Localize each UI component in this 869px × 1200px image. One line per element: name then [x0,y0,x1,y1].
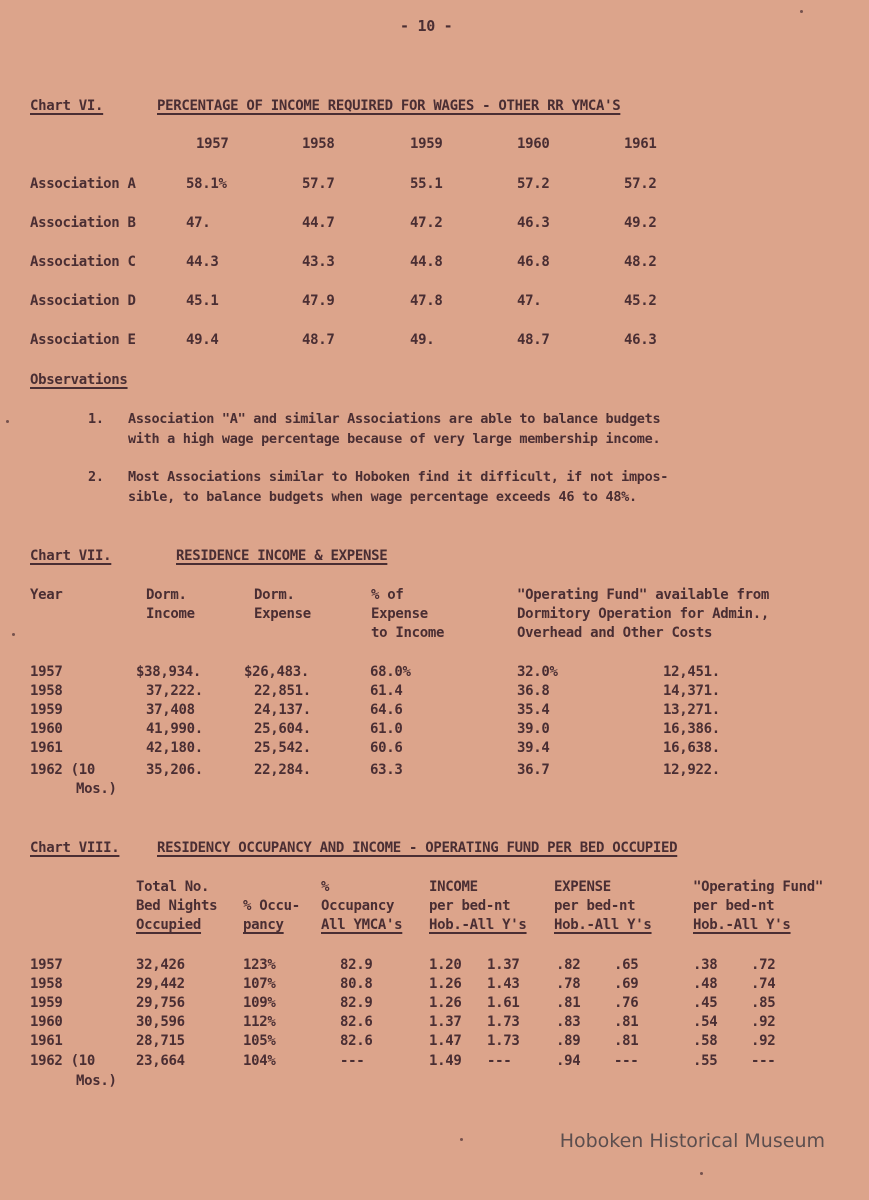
cell: --- [751,1053,776,1069]
page-number: - 10 - [400,17,453,35]
cell: 14,371. [663,683,720,699]
cell: 80.8 [340,976,373,992]
cell: 30,596 [136,1014,185,1030]
cell: 1.37 [487,957,520,973]
cell: 25,604. [254,721,311,737]
chart7-title: RESIDENCE INCOME & EXPENSE [176,548,388,564]
cell: .92 [751,1014,776,1030]
cell: 46.3 [517,215,550,231]
cell: 49.2 [624,215,657,231]
chart6-title: PERCENTAGE OF INCOME REQUIRED FOR WAGES - OTHER RR YMCA'S [157,98,621,114]
cell: 57.7 [302,176,335,192]
year: 1962 (10 [30,762,96,778]
chart6-year: 1960 [517,136,550,152]
paper-speck [6,420,9,423]
cell: 47.2 [410,215,443,231]
watermark: Hoboken Historical Museum [559,1130,825,1152]
chart7-header-fund: Overhead and Other Costs [517,625,713,641]
cell: 1.20 [429,957,462,973]
cell: 63.3 [370,762,403,778]
cell: 1.73 [487,1014,520,1030]
cell: .89 [556,1033,581,1049]
cell: .85 [751,995,776,1011]
cell: .81 [614,1014,639,1030]
cell: .92 [751,1033,776,1049]
cell: 37,222. [146,683,203,699]
cell: 36.7 [517,762,550,778]
chart7-header-fund: Dormitory Operation for Admin., [517,606,769,622]
chart7-label: Chart VII. [30,548,112,564]
cell: 47. [186,215,211,231]
paper-speck [800,10,803,13]
cell: 112% [243,1014,276,1030]
cell: 48.7 [302,332,335,348]
cell: 48.2 [624,254,657,270]
cell: 61.0 [370,721,403,737]
chart6-label: Chart VI. [30,98,104,114]
cell: 109% [243,995,276,1011]
year: 1957 [30,957,63,973]
cell: 1.73 [487,1033,520,1049]
cell: .45 [693,995,718,1011]
observation-line: Association "A" and similar Associations are able to balance budgets [128,411,661,427]
chart7-header-fund: "Operating Fund" available from [517,587,769,603]
cell: 42,180. [146,740,203,756]
cell: 35.4 [517,702,550,718]
chart7-header-pct: to Income [371,625,445,641]
cell: 47.9 [302,293,335,309]
cell: 1.61 [487,995,520,1011]
year-note: Mos.) [76,781,117,797]
chart6-year: 1958 [302,136,335,152]
chart8-header-expense: per bed-nt [554,898,636,914]
cell: .81 [614,1033,639,1049]
cell: 46.3 [624,332,657,348]
chart7-header-year: Year [30,587,63,603]
cell: 36.8 [517,683,550,699]
cell: 1.37 [429,1014,462,1030]
chart8-header-expense: Hob.-All Y's [554,917,652,933]
cell: .54 [693,1014,718,1030]
cell: $26,483. [244,664,310,680]
chart8-header-total: Bed Nights [136,898,218,914]
cell: --- [614,1053,639,1069]
observation-line: sible, to balance budgets when wage percentage exceeds 46 to 48%. [128,489,637,505]
chart8-title: RESIDENCY OCCUPANCY AND INCOME - OPERATING FUND PER BED OCCUPIED [157,840,678,856]
cell: .72 [751,957,776,973]
cell: 48.7 [517,332,550,348]
chart8-header-expense: EXPENSE [554,879,611,895]
paper-speck [12,633,15,636]
chart7-header-pct: % of [371,587,404,603]
cell: 107% [243,976,276,992]
cell: 39.4 [517,740,550,756]
cell: 43.3 [302,254,335,270]
cell: 1.49 [429,1053,462,1069]
cell: .55 [693,1053,718,1069]
year: 1958 [30,683,63,699]
paper-speck [460,1138,463,1141]
observation-line: with a high wage percentage because of very large membership income. [128,431,661,447]
cell: 49. [410,332,435,348]
cell: 82.6 [340,1014,373,1030]
observation-number: 2. [88,469,104,485]
chart8-header-fund: per bed-nt [693,898,775,914]
chart8-header-income: Hob.-All Y's [429,917,527,933]
cell: --- [487,1053,512,1069]
cell: .74 [751,976,776,992]
association-name: Association B [30,215,136,231]
observation-number: 1. [88,411,104,427]
cell: .81 [556,995,581,1011]
year: 1959 [30,995,63,1011]
cell: 37,408 [146,702,195,718]
cell: 1.43 [487,976,520,992]
cell: 82.9 [340,995,373,1011]
chart8-header-all: Occupancy [321,898,395,914]
cell: .94 [556,1053,581,1069]
year: 1958 [30,976,63,992]
cell: .65 [614,957,639,973]
association-name: Association E [30,332,136,348]
year: 1960 [30,1014,63,1030]
cell: 12,922. [663,762,720,778]
association-name: Association C [30,254,136,270]
year: 1962 (10 [30,1053,96,1069]
cell: .69 [614,976,639,992]
cell: 47. [517,293,542,309]
cell: 46.8 [517,254,550,270]
year: 1960 [30,721,63,737]
cell: 23,664 [136,1053,185,1069]
cell: 22,851. [254,683,311,699]
chart8-label: Chart VIII. [30,840,120,856]
cell: 32,426 [136,957,185,973]
chart8-header-occ: % Occu- [243,898,300,914]
cell: .82 [556,957,581,973]
cell: 29,442 [136,976,185,992]
year: 1957 [30,664,63,680]
chart8-header-total: Occupied [136,917,202,933]
cell: 25,542. [254,740,311,756]
cell: 12,451. [663,664,720,680]
observation-line: Most Associations similar to Hoboken find it difficult, if not impos- [128,469,669,485]
cell: 64.6 [370,702,403,718]
cell: 44.8 [410,254,443,270]
cell: 35,206. [146,762,203,778]
cell: 44.7 [302,215,335,231]
cell: 1.26 [429,995,462,1011]
cell: 29,756 [136,995,185,1011]
cell: .78 [556,976,581,992]
cell: 60.6 [370,740,403,756]
cell: 24,137. [254,702,311,718]
cell: .83 [556,1014,581,1030]
chart8-header-fund: "Operating Fund" [693,879,824,895]
cell: 57.2 [624,176,657,192]
cell: 61.4 [370,683,403,699]
chart8-header-income: INCOME [429,879,478,895]
chart7-header-pct: Expense [371,606,428,622]
cell: 1.47 [429,1033,462,1049]
cell: 16,386. [663,721,720,737]
cell: 49.4 [186,332,219,348]
cell: 58.1% [186,176,227,192]
year: 1961 [30,740,63,756]
cell: 22,284. [254,762,311,778]
chart7-header-income: Income [146,606,195,622]
cell: 123% [243,957,276,973]
chart7-header-expense: Expense [254,606,311,622]
cell: 68.0% [370,664,411,680]
cell: 104% [243,1053,276,1069]
association-name: Association A [30,176,136,192]
cell: 16,638. [663,740,720,756]
cell: .76 [614,995,639,1011]
cell: 44.3 [186,254,219,270]
association-name: Association D [30,293,136,309]
chart8-header-all: % [321,879,330,895]
cell: 32.0% [517,664,558,680]
chart8-header-total: Total No. [136,879,210,895]
year: 1959 [30,702,63,718]
cell: 82.6 [340,1033,373,1049]
year-note: Mos.) [76,1073,117,1089]
year: 1961 [30,1033,63,1049]
cell: 105% [243,1033,276,1049]
cell: 1.26 [429,976,462,992]
chart8-header-income: per bed-nt [429,898,511,914]
cell: 45.1 [186,293,219,309]
cell: $38,934. [136,664,202,680]
cell: --- [340,1053,365,1069]
chart6-year: 1961 [624,136,657,152]
cell: .48 [693,976,718,992]
chart6-year: 1959 [410,136,443,152]
cell: 28,715 [136,1033,185,1049]
chart8-header-all: All YMCA's [321,917,403,933]
cell: 57.2 [517,176,550,192]
chart8-header-fund: Hob.-All Y's [693,917,791,933]
cell: 13,271. [663,702,720,718]
chart7-header-income: Dorm. [146,587,187,603]
cell: 55.1 [410,176,443,192]
cell: .38 [693,957,718,973]
cell: 82.9 [340,957,373,973]
chart7-header-expense: Dorm. [254,587,295,603]
chart8-header-occ: pancy [243,917,284,933]
cell: 45.2 [624,293,657,309]
cell: 47.8 [410,293,443,309]
cell: .58 [693,1033,718,1049]
cell: 39.0 [517,721,550,737]
chart6-year: 1957 [196,136,229,152]
cell: 41,990. [146,721,203,737]
paper-speck [700,1172,703,1175]
observations-heading: Observations [30,372,128,388]
